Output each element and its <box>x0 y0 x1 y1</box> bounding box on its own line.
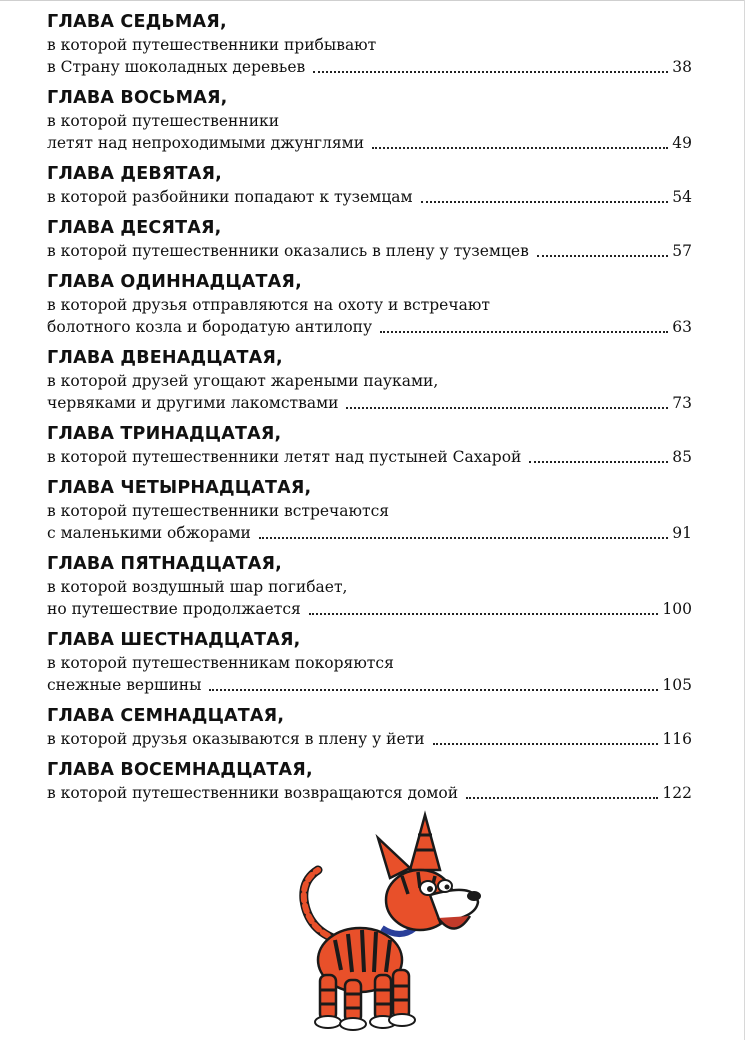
toc-entry-row <box>47 240 692 262</box>
chapter-title: ГЛАВА ТРИНАДЦАТАЯ, <box>47 424 282 444</box>
chapter-title: ГЛАВА ШЕСТНАДЦАТАЯ, <box>47 630 301 650</box>
toc-entry-row <box>47 522 692 544</box>
toc-chapter <box>47 162 692 208</box>
chapter-description-line: червяками и другими лакомствами <box>47 394 339 412</box>
chapter-description-line: в которой путешественники прибывают <box>47 36 377 54</box>
chapter-title: ГЛАВА СЕМНАДЦАТАЯ, <box>47 706 285 726</box>
toc-chapter <box>47 10 692 78</box>
page-number: 38 <box>672 58 692 76</box>
chapter-description-line: летят над непроходимыми джунглями <box>47 134 365 152</box>
chapter-description-line: снежные вершины <box>47 676 202 694</box>
toc-entry-row <box>47 674 692 696</box>
toc-chapter <box>47 216 692 262</box>
toc-chapter <box>47 704 692 750</box>
toc-entry-row <box>47 782 692 804</box>
toc-chapter <box>47 422 692 468</box>
page-number: 57 <box>672 242 692 260</box>
page-number: 105 <box>662 676 692 694</box>
dot-leader <box>346 406 668 409</box>
dot-leader <box>372 146 668 149</box>
chapter-description-line: в которой путешественники <box>47 112 280 130</box>
chapter-title: ГЛАВА ДВЕНАДЦАТАЯ, <box>47 348 283 368</box>
chapter-description-line: в которой друзья оказываются в плену у йети <box>47 730 425 748</box>
page-number: 91 <box>672 524 692 542</box>
chapter-description-line: в которой путешественники встречаются <box>47 502 390 520</box>
dot-leader <box>433 742 659 745</box>
dot-leader <box>380 330 668 333</box>
chapter-title: ГЛАВА ВОСЬМАЯ, <box>47 88 228 108</box>
toc-chapter <box>47 476 692 544</box>
toc-entry-row <box>47 186 692 208</box>
toc-entry-row <box>47 598 692 620</box>
toc-entry-row <box>47 446 692 468</box>
chapter-description-line: в Страну шоколадных деревьев <box>47 58 306 76</box>
chapter-title: ГЛАВА ВОСЕМНАДЦАТАЯ, <box>47 760 313 780</box>
chapter-description-line: с маленькими обжорами <box>47 524 251 542</box>
page-number: 85 <box>672 448 692 466</box>
page-number: 100 <box>662 600 692 618</box>
chapter-description-line: в которой разбойники попадают к туземцам <box>47 188 413 206</box>
toc-entry-row <box>47 132 692 154</box>
chapter-description-line: но путешествие продолжается <box>47 600 301 618</box>
chapter-title: ГЛАВА ДЕВЯТАЯ, <box>47 164 222 184</box>
toc-entry-row <box>47 728 692 750</box>
chapter-description-line: в которой путешественники летят над пустыней Сахарой <box>47 448 522 466</box>
dot-leader <box>259 536 668 539</box>
chapter-description-line: болотного козла и бородатую антилопу <box>47 318 373 336</box>
toc-entry-row <box>47 56 692 78</box>
toc-chapter <box>47 346 692 414</box>
chapter-title: ГЛАВА ПЯТНАДЦАТАЯ, <box>47 554 283 574</box>
page-number: 73 <box>672 394 692 412</box>
dot-leader <box>421 200 669 203</box>
chapter-description-line: в которой путешественники возвращаются домой <box>47 784 459 802</box>
striped-tiger-cub-icon <box>290 810 490 1035</box>
table-of-contents <box>47 10 692 812</box>
toc-chapter <box>47 758 692 804</box>
page-top-border <box>0 0 745 1</box>
dot-leader <box>209 688 658 691</box>
chapter-title: ГЛАВА ОДИННАДЦАТАЯ, <box>47 272 302 292</box>
chapter-description-line: в которой друзья отправляются на охоту и встречают <box>47 296 490 314</box>
dot-leader <box>313 70 668 73</box>
page-number: 122 <box>662 784 692 802</box>
page-number: 49 <box>672 134 692 152</box>
chapter-description-line: в которой путешественникам покоряются <box>47 654 394 672</box>
toc-chapter <box>47 552 692 620</box>
chapter-title: ГЛАВА ДЕСЯТАЯ, <box>47 218 222 238</box>
chapter-title: ГЛАВА СЕДЬМАЯ, <box>47 12 227 32</box>
toc-chapter <box>47 270 692 338</box>
toc-chapter <box>47 86 692 154</box>
dot-leader <box>466 796 658 799</box>
chapter-description-line: в которой путешественники оказались в плену у туземцев <box>47 242 529 260</box>
toc-entry-row <box>47 392 692 414</box>
dot-leader <box>309 612 659 615</box>
page-number: 54 <box>672 188 692 206</box>
chapter-description-line: в которой друзей угощают жареными пауками, <box>47 372 439 390</box>
toc-entry-row <box>47 316 692 338</box>
page-number: 63 <box>672 318 692 336</box>
dot-leader <box>529 460 668 463</box>
chapter-title: ГЛАВА ЧЕТЫРНАДЦАТАЯ, <box>47 478 312 498</box>
dot-leader <box>537 254 668 257</box>
toc-chapter <box>47 628 692 696</box>
page-number: 116 <box>662 730 692 748</box>
chapter-description-line: в которой воздушный шар погибает, <box>47 578 348 596</box>
